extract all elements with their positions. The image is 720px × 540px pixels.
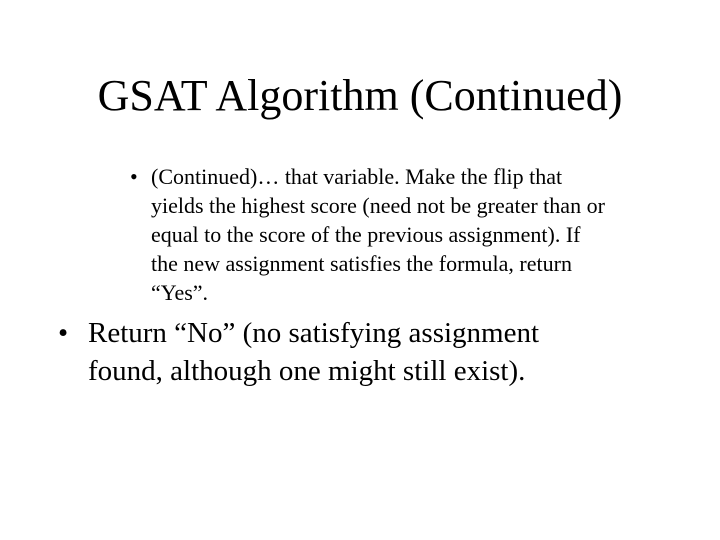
bullet-line: (Continued)… that variable. Make the flip that bbox=[151, 164, 563, 189]
slide-title: GSAT Algorithm (Continued) bbox=[97, 71, 623, 120]
main-bullet-return-no bbox=[58, 314, 688, 390]
bullet-line: Return “No” (no satisfying assignment bbox=[88, 317, 540, 349]
bullet-line: found, although one might still exist). bbox=[88, 355, 526, 387]
bullet-line: yields the highest score (need not be greater than or bbox=[151, 193, 605, 218]
bullet-line: “Yes”. bbox=[151, 280, 209, 305]
bullet-marker: • bbox=[130, 164, 138, 189]
bullet-marker: • bbox=[58, 317, 69, 349]
bullet-line: the new assignment satisfies the formula, return bbox=[151, 251, 572, 276]
sub-bullet-continued bbox=[130, 162, 670, 307]
bullet-text bbox=[88, 314, 678, 390]
bullet-text bbox=[151, 162, 661, 307]
bullet-line: equal to the score of the previous assignment). If bbox=[151, 222, 581, 247]
